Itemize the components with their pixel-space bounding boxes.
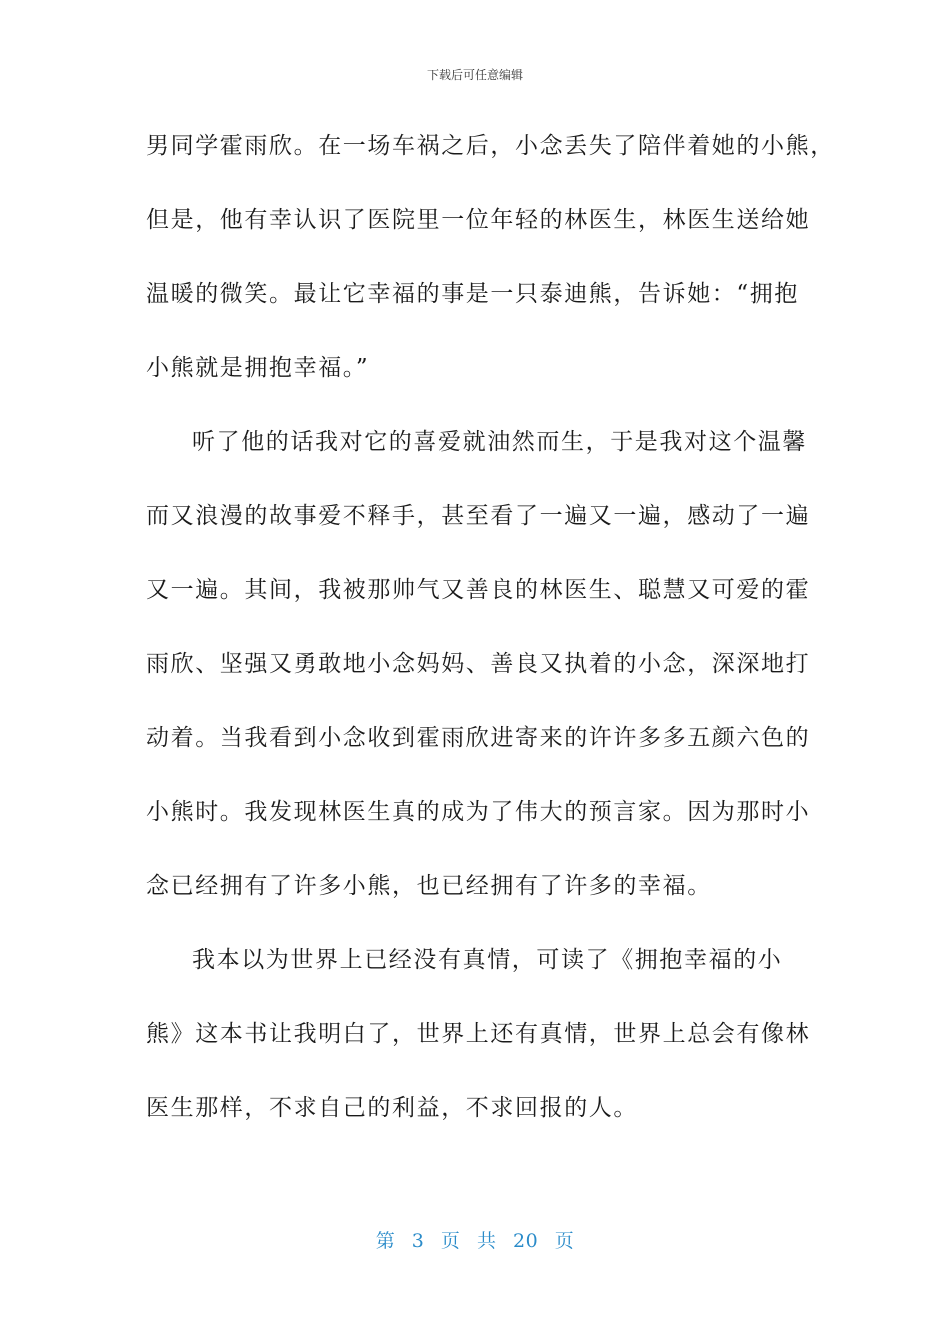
text-line: 熊》这本书让我明白了，世界上还有真情，世界上总会有像林	[146, 1021, 811, 1047]
text-line: 小熊时。我发现林医生真的成为了伟大的预言家。因为那时小	[146, 799, 811, 825]
paragraph-start-line: 我本以为世界上已经没有真情，可读了《拥抱幸福的小	[192, 947, 783, 973]
header-note: 下载后可任意编辑	[426, 68, 523, 82]
paragraph-start-line: 听了他的话我对它的喜爱就油然而生，于是我对这个温馨	[192, 429, 807, 455]
page-number-footer	[0, 1226, 950, 1253]
text-line: 而又浪漫的故事爱不释手，甚至看了一遍又一遍，感动了一遍	[146, 503, 811, 529]
document-body	[146, 118, 835, 1154]
text-line: 但是，他有幸认识了医院里一位年轻的林医生，林医生送给她	[146, 207, 811, 233]
text-line: 雨欣、坚强又勇敢地小念妈妈、善良又执着的小念，深深地打	[146, 651, 811, 677]
text-line: 念已经拥有了许多小熊，也已经拥有了许多的幸福。	[146, 873, 712, 899]
page-label-suffix: 页	[554, 1230, 575, 1252]
text-line: 温暖的微笑。最让它幸福的事是一只泰迪熊，告诉她：“拥抱	[146, 281, 799, 307]
page-total: 20	[513, 1230, 539, 1252]
page-current: 3	[411, 1230, 425, 1252]
page-label-prefix: 第	[375, 1230, 396, 1252]
page-label-mid: 页	[440, 1230, 461, 1252]
text-line: 男同学霍雨欣。在一场车祸之后，小念丢失了陪伴着她的小熊，	[146, 133, 835, 159]
text-line: 医生那样，不求自己的利益，不求回报的人。	[146, 1095, 638, 1121]
text-line: 小熊就是拥抱幸福。”	[146, 355, 370, 381]
text-line: 又一遍。其间，我被那帅气又善良的林医生、聪慧又可爱的霍	[146, 577, 811, 603]
page-total-prefix: 共	[476, 1230, 497, 1252]
text-line: 动着。当我看到小念收到霍雨欣进寄来的许许多多五颜六色的	[146, 725, 811, 751]
